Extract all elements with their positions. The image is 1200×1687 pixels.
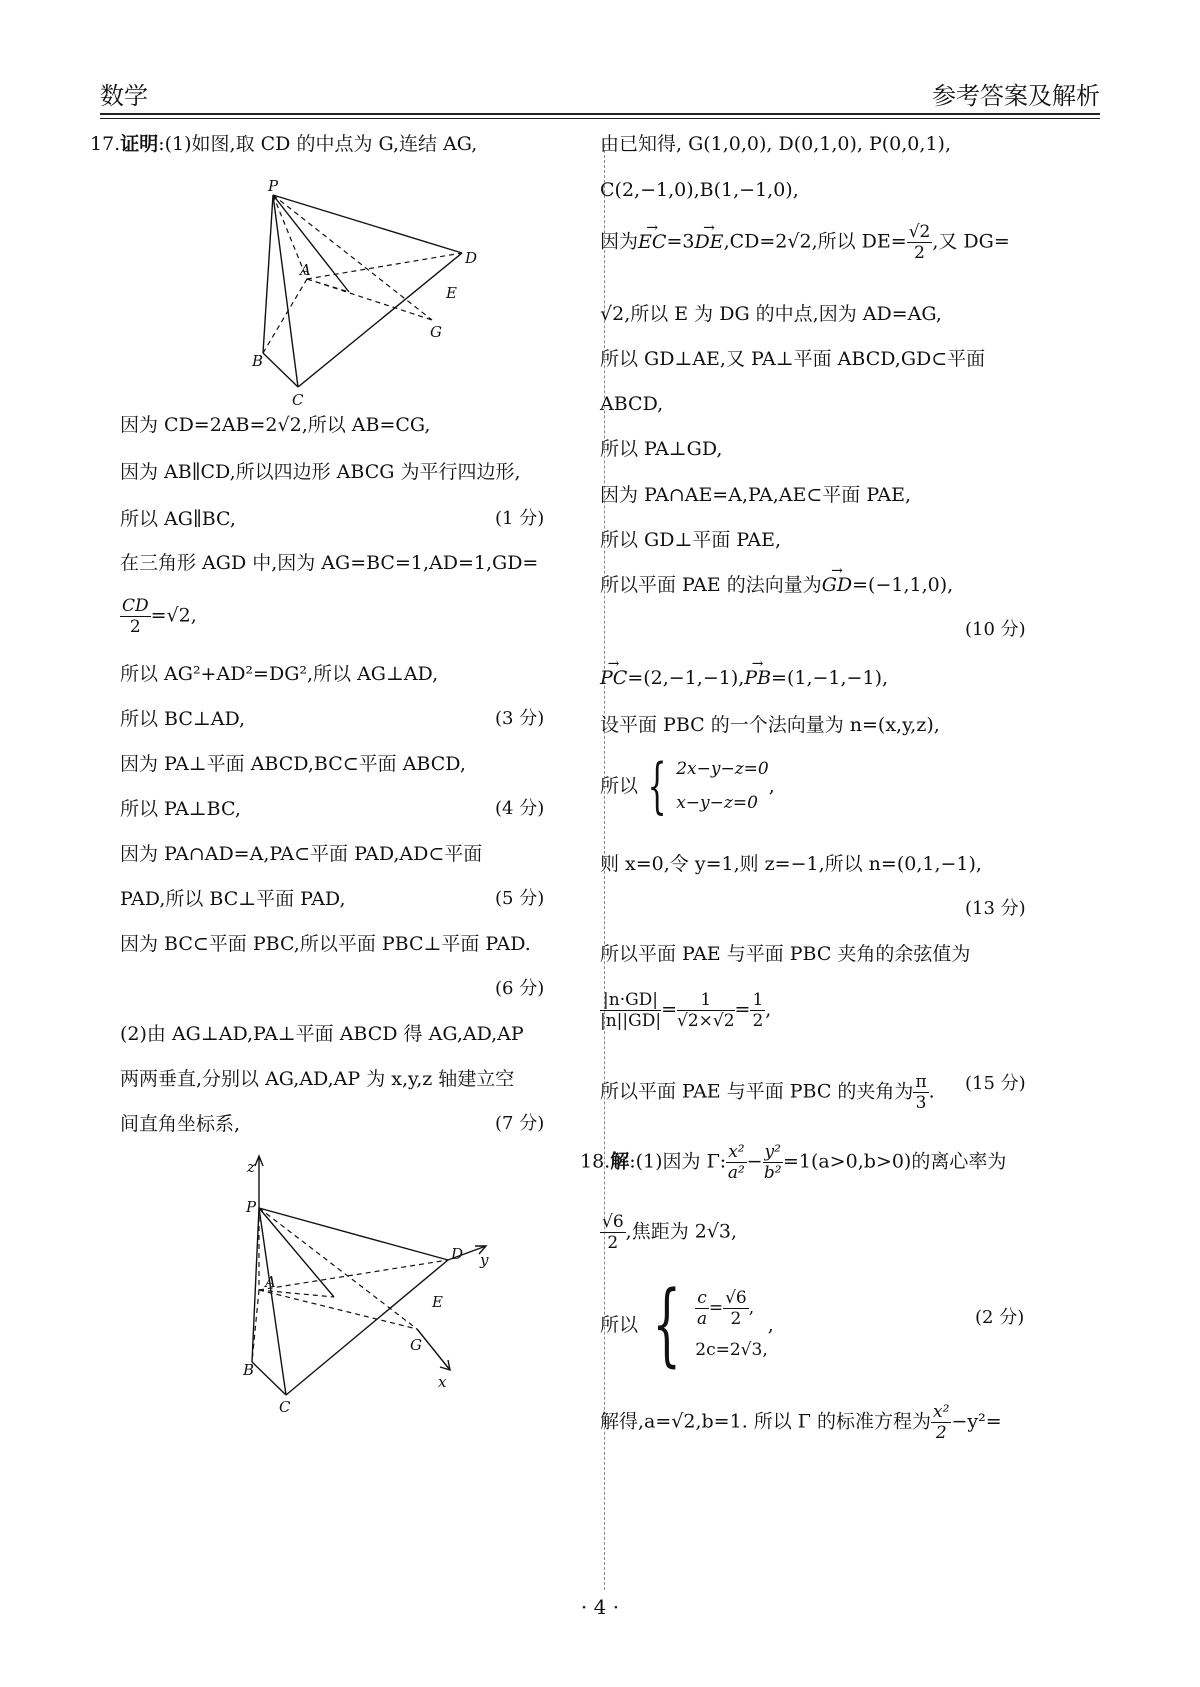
figure-pyramid [250, 175, 490, 410]
header-rule-thin [100, 118, 1100, 119]
vector-pb: → PB [744, 666, 771, 690]
left-line-3: 所以 AG∥BC, [120, 508, 236, 530]
fig2-label-a: A [265, 1273, 276, 1291]
left-line-15: 间直角坐标系, [120, 1113, 241, 1135]
q18-number: 18. [580, 1150, 611, 1173]
vector-de: → DE [694, 230, 723, 254]
right-line-2: C(2,−1,0),B(1,−1,0), [600, 179, 799, 201]
q18-heading-line: 18.解:(1)因为 Γ: $\frac{\text{x²}}{\text{a²}}$ − $\frac{\text{y²}}{\text{b²}}$ =1(a>0,b>0)的离心率为 [580, 1142, 1007, 1183]
right-line-13: 所以 { 2x−y−z=0 x−y−z=0 , [600, 751, 775, 821]
q17-number: 17. [90, 133, 121, 155]
fig2-label-g: G [410, 1336, 422, 1354]
left-line-4: 在三角形 AGD 中,因为 AG=BC=1,AD=1,GD= [120, 552, 539, 574]
left-line-10: 因为 PA∩AD=A,PA⊂平面 PAD,AD⊂平面 [120, 843, 483, 865]
fig1-label-g: G [430, 323, 442, 341]
page-number: · 4 · [580, 1595, 620, 1619]
header-rule-thick [100, 113, 1100, 115]
q17-proof-label: 证明 [120, 133, 159, 155]
figure-coordinate-system [230, 1150, 510, 1420]
left-line-11: PAD,所以 BC⊥平面 PAD, [120, 888, 346, 910]
left-line-2: 因为 AB∥CD,所以四边形 ABCG 为平行四边形, [120, 461, 521, 483]
right-line-17: 所以平面 PAE 与平面 PBC 的夹角为 $\frac{\pi}{3}$ . [600, 1072, 935, 1113]
fig2-label-e: E [432, 1293, 443, 1311]
left-line-9: 所以 PA⊥BC, [120, 798, 241, 820]
right-line-14: 则 x=0,令 y=1,则 z=−1,所以 n=(0,1,−1), [600, 853, 982, 875]
fig2-label-d: D [451, 1245, 464, 1263]
fig2-label-c: C [279, 1398, 291, 1416]
right-line-21: 解得,a=√2,b=1. 所以 Γ 的标准方程为 $\frac{\text{x²}}{2}$ −y²= [600, 1402, 1002, 1443]
fig1-label-a: A [300, 261, 311, 279]
left-line-12: 因为 BC⊂平面 PBC,所以平面 PBC⊥平面 PAD. [120, 933, 531, 955]
page-header [100, 72, 1100, 112]
left-line-1: 因为 CD=2AB=2√2,所以 AB=CG, [120, 414, 431, 436]
fig2-label-y: y [480, 1251, 489, 1269]
vector-gd: → GD [822, 573, 852, 597]
score-2: (2 分) [975, 1307, 1025, 1328]
fig1-label-e: E [446, 284, 457, 302]
right-line-12: 设平面 PBC 的一个法向量为 n=(x,y,z), [600, 714, 940, 736]
right-line-15: 所以平面 PAE 与平面 PBC 夹角的余弦值为 [600, 943, 971, 965]
right-line-7: 所以 PA⊥GD, [600, 438, 723, 460]
score-13: (13 分) [965, 898, 1026, 919]
right-line-5: 所以 GD⊥AE,又 PA⊥平面 ABCD,GD⊂平面 [600, 348, 986, 370]
score-1: (1 分) [495, 508, 545, 529]
fig2-label-p: P [246, 1198, 257, 1216]
q17-heading-line [90, 132, 477, 156]
left-line-14: 两两垂直,分别以 AG,AD,AP 为 x,y,z 轴建立空 [120, 1068, 515, 1090]
vector-ec: → EC [638, 230, 666, 254]
right-line-10: 所以平面 PAE 的法向量为→ GD=(−1,1,0), [600, 573, 953, 597]
left-line-7: 所以 BC⊥AD, [120, 708, 246, 730]
right-line-16: $\frac{|n\cdot GD|}{|n||GD|}$ = $\frac{1}{√2\times√2}$ = $\frac{1}{2}$ , [600, 990, 772, 1031]
q17-line1: :(1)如图,取 CD 的中点为 G,连结 AG, [158, 133, 478, 155]
score-4: (4 分) [495, 798, 545, 819]
fig1-label-b: B [252, 352, 264, 370]
right-line-4: √2,所以 E 为 DG 的中点,因为 AD=AG, [600, 303, 942, 325]
fraction-pi-over-3: $\frac{\pi}{3}$ [915, 1072, 927, 1113]
right-line-20: 所以 { $\frac{c}{a}$ = $\frac{√6}{2}$ , 2c=2√3, , [600, 1272, 774, 1377]
right-line-6: ABCD, [600, 393, 664, 415]
equation-system-hyperbola: $\frac{c}{a}$ = $\frac{√6}{2}$ , 2c=2√3, [695, 1288, 768, 1360]
left-line-13: (2)由 AG⊥AD,PA⊥平面 ABCD 得 AG,AD,AP [120, 1023, 524, 1045]
equation-system-pbc: 2x−y−z=0 x−y−z=0 [676, 759, 769, 813]
right-line-8: 因为 PA∩AE=A,PA,AE⊂平面 PAE, [600, 484, 912, 506]
left-line-5: $\frac{CD}{2}$ =√2, [122, 596, 197, 637]
fig1-label-c: C [292, 391, 304, 409]
fig2-label-x: x [438, 1373, 447, 1391]
fraction-x2-over-2: $\frac{\text{x²}}{2}$ [933, 1402, 950, 1443]
fraction-sqrt6-over-2: $\frac{√6}{2}$ [602, 1212, 624, 1253]
right-line-9: 所以 GD⊥平面 PAE, [600, 529, 782, 551]
right-line-3: 因为→ EC=3→ DE,CD=2√2,所以 DE= $\frac{√2}{2}$ ,又 DG= [600, 222, 1010, 263]
fraction-cosine: $\frac{|n\cdot GD|}{|n||GD|}$ [600, 990, 662, 1031]
left-line-6: 所以 AG²+AD²=DG²,所以 AG⊥AD, [120, 663, 439, 685]
fraction-cd-over-2: $\frac{CD}{2}$ [122, 596, 149, 637]
score-5: (5 分) [495, 888, 545, 909]
vector-pc: → PC [600, 666, 627, 690]
fraction-sqrt2-over-2: $\frac{√2}{2}$ [908, 222, 931, 263]
fig1-label-d: D [465, 249, 478, 267]
right-line-19: $\frac{√6}{2}$ ,焦距为 2√3, [602, 1212, 738, 1253]
score-3: (3 分) [495, 708, 545, 729]
score-15: (15 分) [965, 1073, 1026, 1094]
subject-title: 数学 [100, 82, 148, 110]
right-line-1: 由已知得, G(1,0,0), D(0,1,0), P(0,0,1), [600, 133, 951, 155]
score-7: (7 分) [495, 1113, 545, 1134]
score-10: (10 分) [965, 619, 1026, 640]
fig2-label-b: B [243, 1361, 255, 1379]
q18-solution-label: 解 [610, 1150, 630, 1173]
left-line-8: 因为 PA⊥平面 ABCD,BC⊂平面 ABCD, [120, 753, 466, 775]
fig2-label-z: z [247, 1158, 255, 1176]
section-title: 参考答案及解析 [932, 82, 1100, 110]
fig1-label-p: P [268, 177, 279, 195]
score-6: (6 分) [495, 978, 545, 999]
right-line-11: → PC=(2,−1,−1),→ PB=(1,−1,−1), [600, 666, 888, 690]
